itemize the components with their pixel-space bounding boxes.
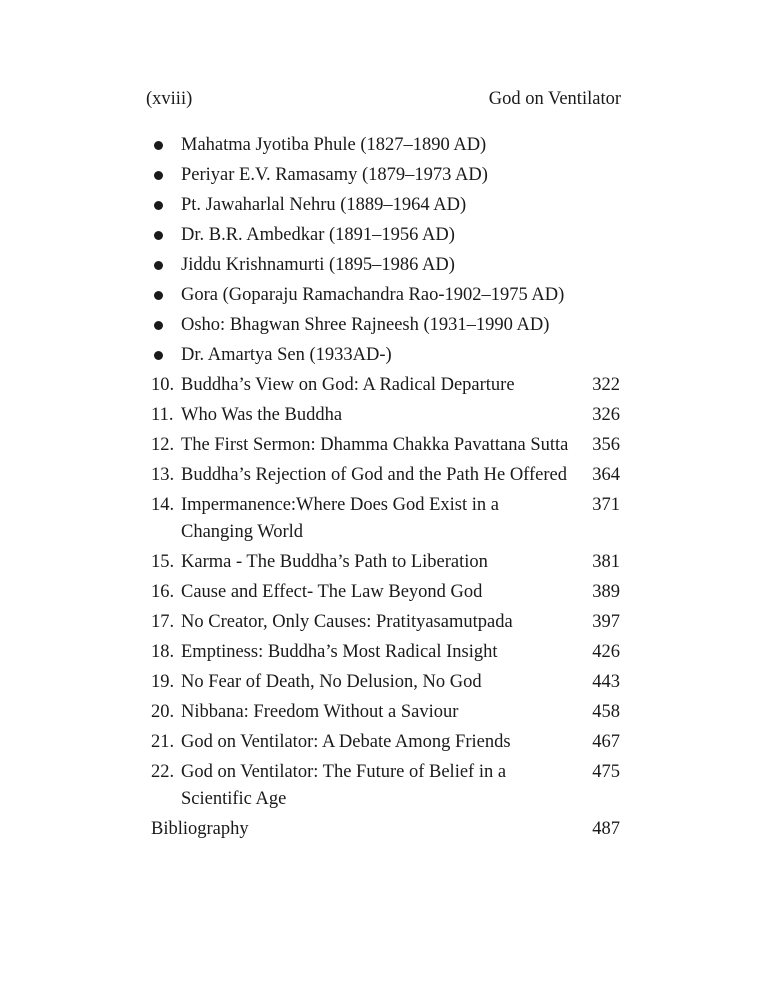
- toc-chapter-row: [151, 372, 620, 399]
- chapter-number: 14.: [151, 495, 175, 515]
- chapter-page: 371: [592, 495, 620, 515]
- bibliography-title: Bibliography: [151, 819, 249, 839]
- toc-chapter-row: [151, 729, 620, 756]
- chapter-title: Emptiness: Buddha’s Most Radical Insight: [181, 642, 498, 662]
- chapter-number: 19.: [151, 672, 175, 692]
- chapter-number: 16.: [151, 582, 175, 602]
- toc-chapter-row: [151, 579, 620, 606]
- chapter-page: 397: [592, 612, 620, 632]
- bullet-icon: [154, 291, 163, 300]
- chapter-title: Buddha’s View on God: A Radical Departure: [181, 375, 515, 395]
- chapter-number: 21.: [151, 732, 175, 752]
- toc-bullet-text: Dr. B.R. Ambedkar (1891–1956 AD): [181, 225, 455, 245]
- running-title: God on Ventilator: [488, 89, 621, 109]
- toc-bullet-item: [151, 282, 620, 309]
- chapter-page: 356: [592, 435, 620, 455]
- chapter-number: 20.: [151, 702, 175, 722]
- toc-chapter-row: [151, 432, 620, 459]
- chapter-title: Impermanence:Where Does God Exist in a Changing World: [181, 495, 499, 542]
- chapter-number: 22.: [151, 762, 175, 782]
- toc-chapter-row: [151, 639, 620, 666]
- chapter-number: 18.: [151, 642, 175, 662]
- toc-bullet-text: Osho: Bhagwan Shree Rajneesh (1931–1990 AD): [181, 315, 550, 335]
- chapter-page: 326: [592, 405, 620, 425]
- bullet-icon: [154, 231, 163, 240]
- chapter-page: 458: [592, 702, 620, 722]
- chapter-number: 17.: [151, 612, 175, 632]
- toc-bibliography-row: [151, 816, 620, 843]
- bibliography-page: 487: [592, 819, 620, 839]
- toc-bullet-text: Mahatma Jyotiba Phule (1827–1890 AD): [181, 135, 487, 155]
- toc-bullet-item: [151, 312, 620, 339]
- toc-chapter-row: [151, 759, 620, 813]
- chapter-page: 467: [592, 732, 620, 752]
- toc-bullet-text: Periyar E.V. Ramasamy (1879–1973 AD): [181, 165, 488, 185]
- toc-bullet-item: [151, 192, 620, 219]
- bullet-icon: [154, 201, 163, 210]
- chapter-title: Nibbana: Freedom Without a Saviour: [181, 702, 459, 722]
- chapter-page: 475: [592, 762, 620, 782]
- toc-bullet-text: Gora (Goparaju Ramachandra Rao-1902–1975 AD): [181, 285, 565, 305]
- chapter-title: Who Was the Buddha: [181, 405, 343, 425]
- toc-chapter-row: [151, 699, 620, 726]
- toc-bullet-text: Dr. Amartya Sen (1933AD-): [181, 345, 392, 365]
- chapter-title: No Creator, Only Causes: Pratityasamutpada: [181, 612, 513, 632]
- chapter-title: Karma - The Buddha’s Path to Liberation: [181, 552, 488, 572]
- chapter-number: 12.: [151, 435, 175, 455]
- chapter-page: 389: [592, 582, 620, 602]
- chapter-number: 10.: [151, 375, 175, 395]
- chapter-page: 426: [592, 642, 620, 662]
- toc-chapter-row: [151, 609, 620, 636]
- toc-bullet-item: [151, 222, 620, 249]
- chapter-page: 364: [592, 465, 620, 485]
- bullet-icon: [154, 321, 163, 330]
- toc-bullet-item: [151, 162, 620, 189]
- bullet-icon: [154, 171, 163, 180]
- chapter-number: 11.: [151, 405, 174, 425]
- bullet-icon: [154, 141, 163, 150]
- chapter-page: 381: [592, 552, 620, 572]
- chapter-title: God on Ventilator: A Debate Among Friends: [181, 732, 511, 752]
- bullet-icon: [154, 261, 163, 270]
- chapter-title: Cause and Effect- The Law Beyond God: [181, 582, 483, 602]
- toc-chapter-row: [151, 492, 620, 546]
- chapter-title: God on Ventilator: The Future of Belief in a Scientific Age: [181, 762, 507, 809]
- chapter-title: No Fear of Death, No Delusion, No God: [181, 672, 482, 692]
- chapter-number: 13.: [151, 465, 175, 485]
- chapter-page: 443: [592, 672, 620, 692]
- toc-bullet-item: [151, 252, 620, 279]
- chapter-number: 15.: [151, 552, 175, 572]
- page-header: [146, 86, 621, 112]
- chapter-title: The First Sermon: Dhamma Chakka Pavattana Sutta: [181, 435, 569, 455]
- toc-chapter-row: [151, 669, 620, 696]
- toc-bullet-item: [151, 342, 620, 369]
- toc-chapter-row: [151, 402, 620, 429]
- toc-bullet-text: Pt. Jawaharlal Nehru (1889–1964 AD): [181, 195, 467, 215]
- toc-bullet-text: Jiddu Krishnamurti (1895–1986 AD): [181, 255, 455, 275]
- page-number: (xviii): [146, 89, 193, 109]
- toc-chapter-row: [151, 549, 620, 576]
- toc-bullet-item: [151, 132, 620, 159]
- bullet-icon: [154, 351, 163, 360]
- table-of-contents: [151, 132, 620, 846]
- chapter-title: Buddha’s Rejection of God and the Path He Offered: [181, 465, 568, 485]
- chapter-page: 322: [592, 375, 620, 395]
- toc-chapter-row: [151, 462, 620, 489]
